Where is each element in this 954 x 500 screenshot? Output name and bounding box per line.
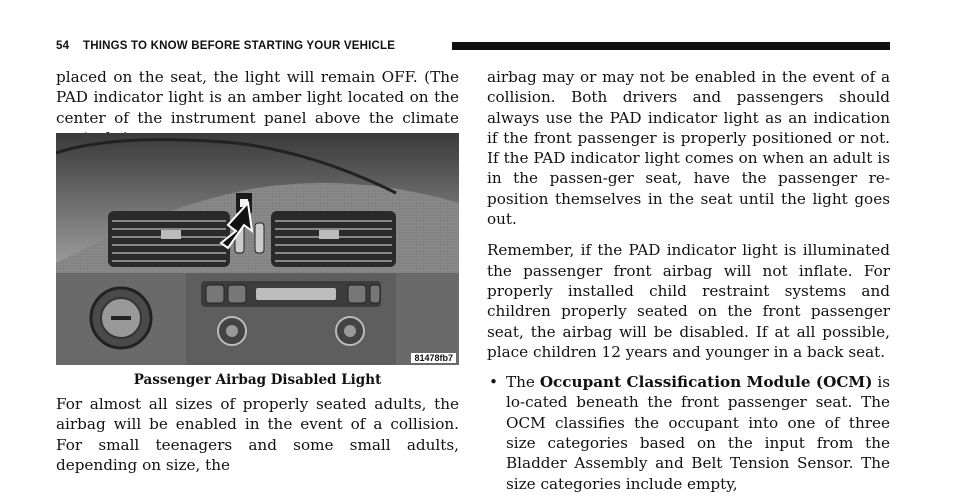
dashboard-photo — [56, 133, 459, 365]
right-paragraph-2: Remember, if the PAD indicator light is illuminated the passenger front airbag will not inflate. For properly installed child restraint systems and children properly seated on the front passenger seat, the airbag will be disabled. If at all possible, place children 12 years and younger in a back seat. — [487, 241, 890, 361]
ocm-term: Occupant Classification Module (OCM) — [539, 373, 873, 392]
left-paragraph-2: For almost all sizes of properly seated adults, the airbag will be enabled in the event of a collision. For small teenagers and some small adults, depending on size, the — [56, 395, 459, 474]
bullet-marker: • — [489, 373, 498, 392]
ocm-bullet-item — [487, 372, 890, 494]
section-title: THINGS TO KNOW BEFORE STARTING YOUR VEHICLE — [83, 40, 396, 52]
dashboard-illustration — [56, 133, 459, 365]
header-rule — [452, 42, 890, 50]
right-paragraph-1: airbag may or may not be enabled in the event of a collision. Both drivers and passengers should always use the PAD indicator light as an indication if the front passenger is properly positioned or not. If the PAD indicator light comes on when an adult is in the passen-ger seat, have the passenger re-position themselves in the seat until the light goes out. — [487, 68, 890, 229]
bullet-text: is lo-cated beneath the front passenger seat. The OCM classifies the occupant into one of three size categories based on the input from the Bladder Assembly and Belt Tension Sensor. The size categories include empty, — [506, 373, 891, 493]
page-header — [56, 38, 890, 54]
left-paragraph-1: placed on the seat, the light will remain OFF. (The PAD indicator light is an amber light located on the center of the instrument panel above the climate — [56, 68, 459, 127]
figure-caption: Passenger Airbag Disabled Light — [133, 372, 382, 388]
right-column — [487, 67, 890, 494]
bullet-prefix: The — [506, 373, 540, 392]
figure-id-label: 81478fb7 — [411, 353, 456, 363]
page-number: 54 — [56, 40, 70, 52]
